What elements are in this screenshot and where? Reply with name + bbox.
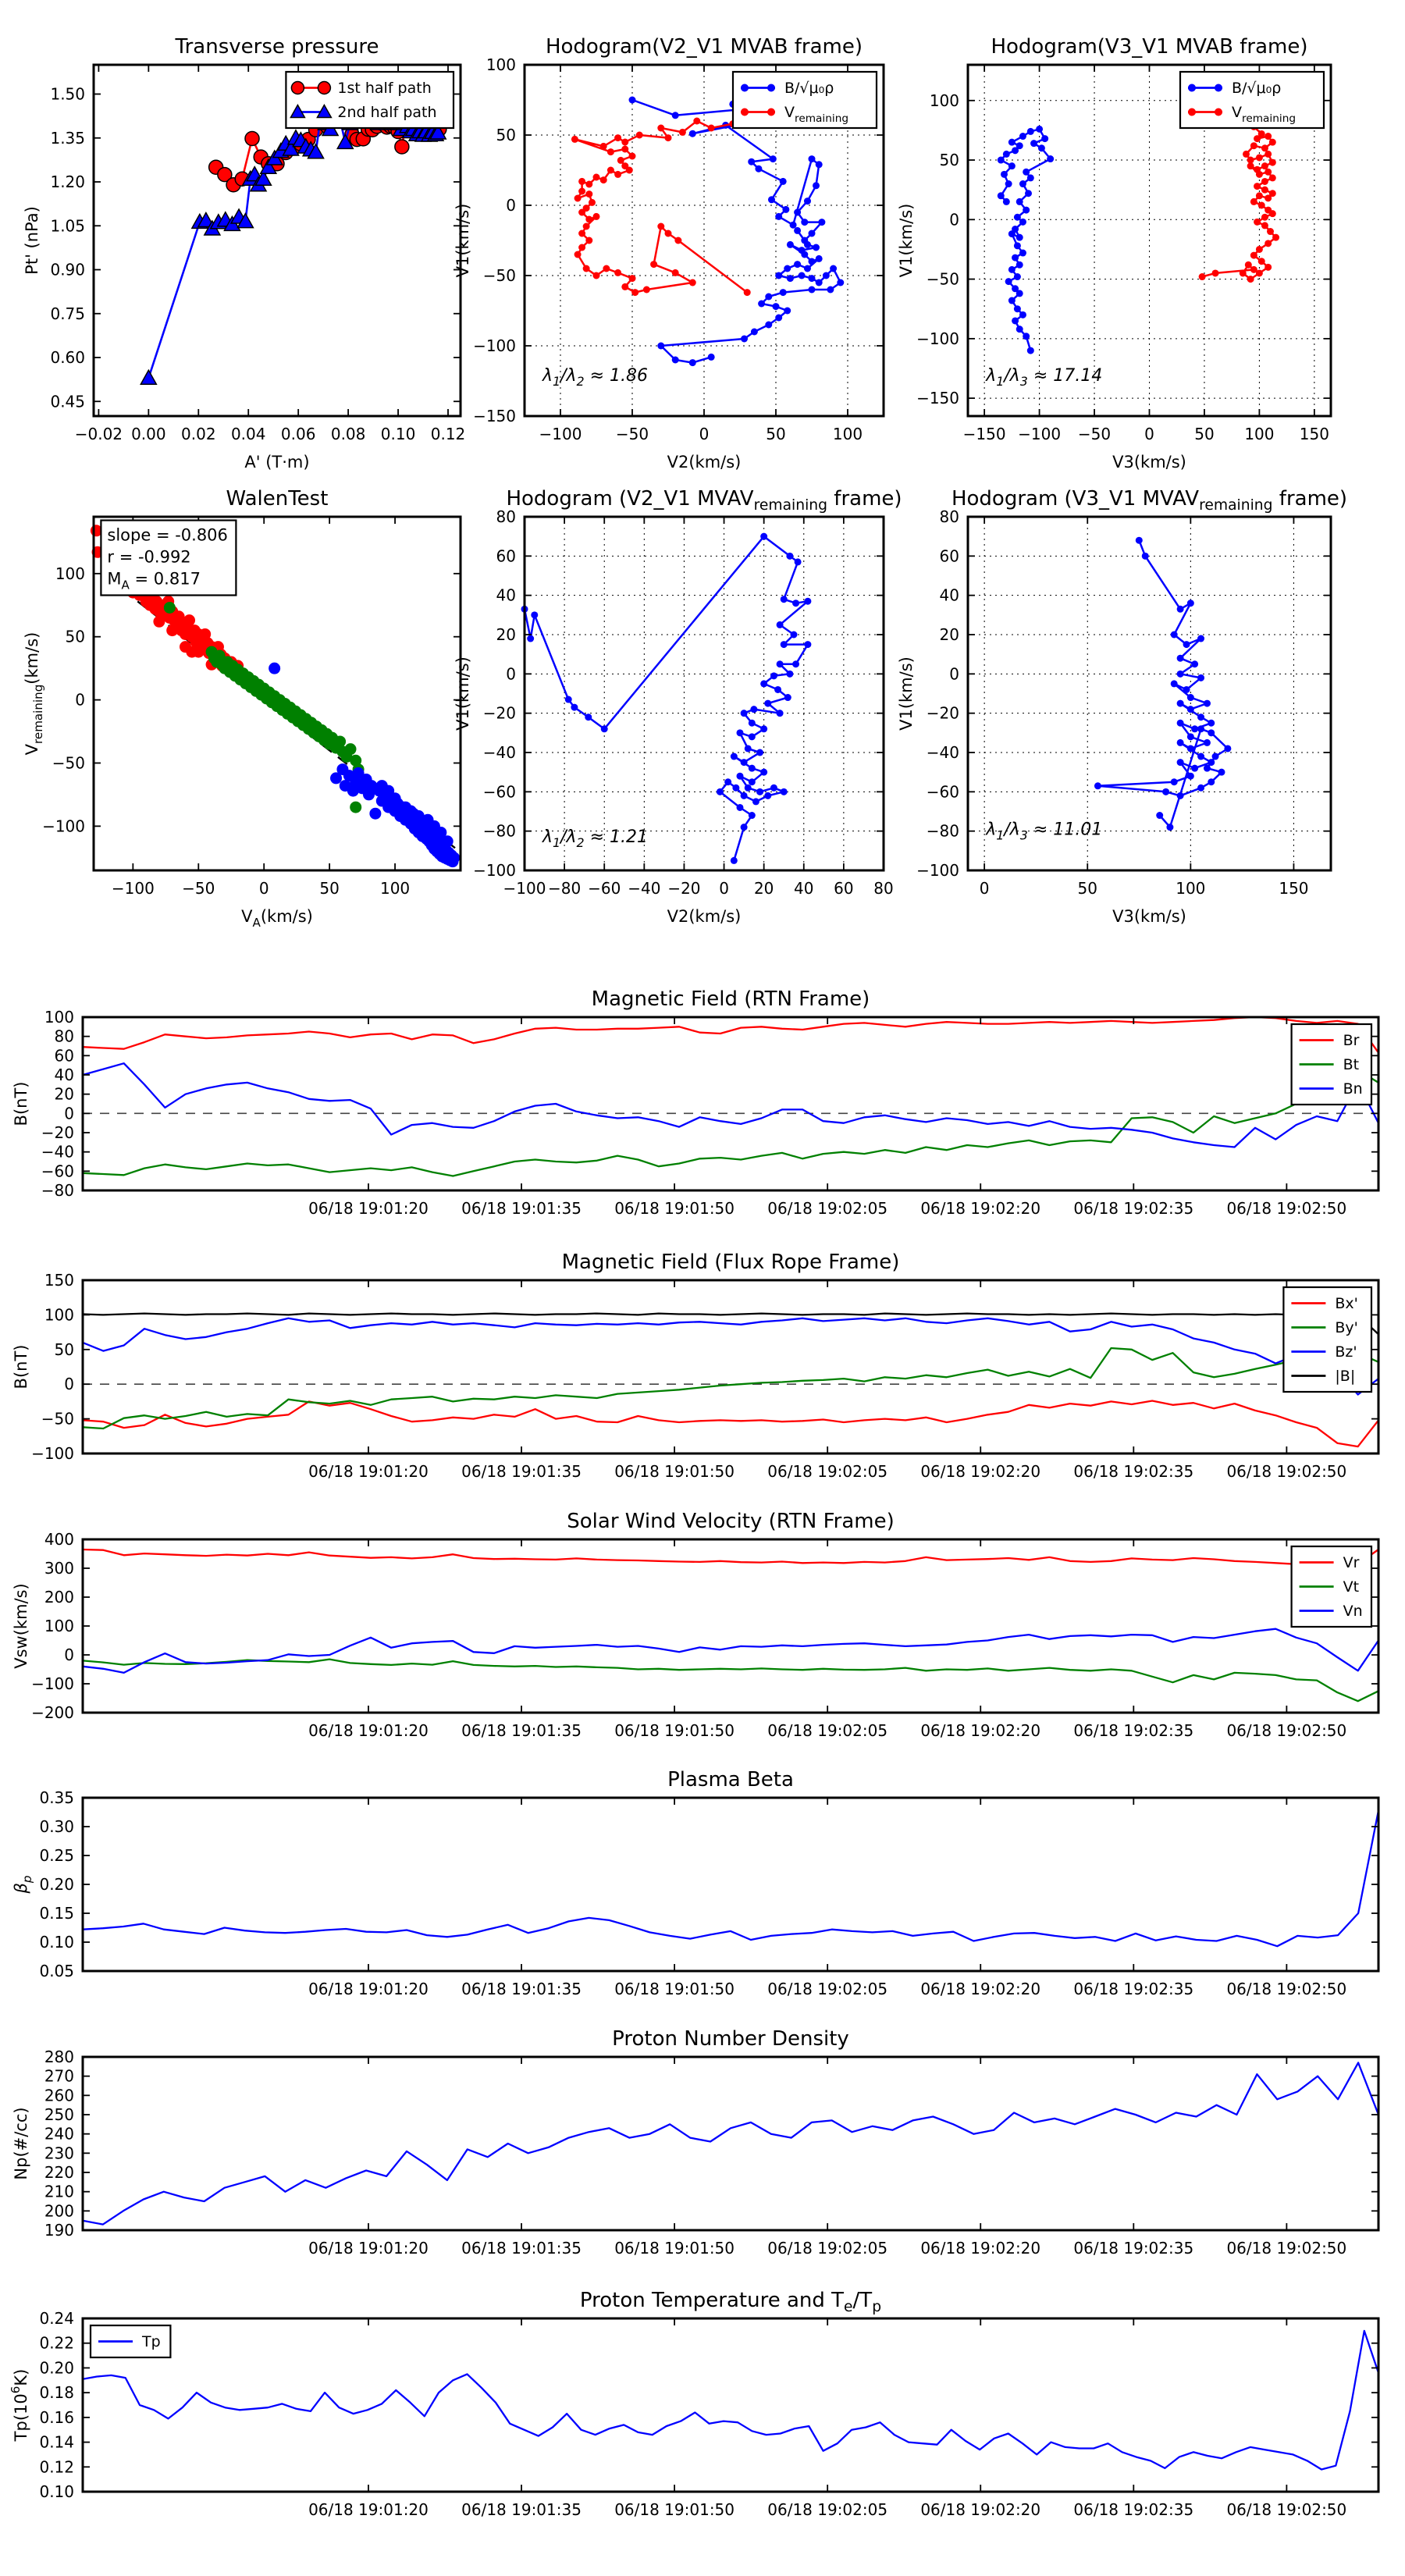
hodogram-v3v1-mvab-canvas [878, 26, 1389, 479]
svg-text:0.90: 0.90 [50, 260, 85, 279]
svg-text:−50: −50 [482, 266, 516, 285]
svg-text:0: 0 [719, 879, 729, 898]
svg-text:1.05: 1.05 [50, 216, 85, 236]
svg-text:06/18 19:01:20: 06/18 19:01:20 [308, 2239, 429, 2258]
svg-text:A' (T·m): A' (T·m) [244, 453, 310, 471]
svg-text:06/18 19:01:35: 06/18 19:01:35 [461, 2239, 582, 2258]
svg-text:Vremaining(km/s): $V_{remaining}(km/s)$ [23, 632, 45, 756]
plot-hodogram-v3v1-mvav [878, 478, 1389, 933]
svg-text:06/18 19:01:50: 06/18 19:01:50 [614, 1980, 735, 1998]
svg-text:V1(km/s): V1(km/s) [897, 656, 916, 731]
svg-text:−60: −60 [926, 782, 959, 802]
svg-text:60: 60 [939, 546, 959, 566]
svg-text:100: 100 [44, 1305, 74, 1325]
svg-text:0: 0 [75, 690, 85, 710]
svg-text:Vremaining: $V_{remaining}$ [784, 104, 849, 125]
svg-text:100: 100 [1244, 425, 1275, 443]
svg-text:100: 100 [55, 564, 85, 583]
svg-text:Tp(106K): $Tp(10^6K)$ [9, 2368, 30, 2442]
svg-text:100: 100 [1176, 879, 1206, 898]
svg-text:By': By' [1335, 1319, 1358, 1336]
svg-text:Vr: Vr [1343, 1554, 1360, 1571]
svg-text:Bx': Bx' [1335, 1295, 1358, 1312]
svg-text:|B|: |B| [1335, 1368, 1356, 1385]
svg-text:190: 190 [44, 2221, 74, 2240]
svg-text:−50: −50 [615, 425, 649, 443]
svg-text:20: 20 [54, 1084, 74, 1104]
svg-text:06/18 19:01:50: 06/18 19:01:50 [614, 2239, 735, 2258]
svg-text:06/18 19:01:20: 06/18 19:01:20 [308, 1462, 429, 1481]
svg-text:06/18 19:02:20: 06/18 19:02:20 [920, 1721, 1041, 1740]
svg-text:Bt: Bt [1343, 1056, 1360, 1073]
svg-text:0: 0 [506, 664, 516, 684]
svg-text:0.22: 0.22 [39, 2333, 74, 2353]
svg-text:0.20: 0.20 [39, 1875, 74, 1894]
svg-text:1.50: 1.50 [50, 84, 85, 104]
svg-text:λ1/λ2 ≈ 1.86: $\lambda_1/\lambda_2 \approx 1.86$ [542, 366, 649, 389]
svg-text:−60: −60 [588, 879, 621, 898]
svg-text:0: 0 [258, 879, 269, 898]
mag-rtn-canvas [0, 978, 1405, 1253]
svg-text:−80: −80 [926, 821, 959, 841]
svg-text:06/18 19:02:50: 06/18 19:02:50 [1226, 2239, 1347, 2258]
svg-text:0.04: 0.04 [230, 425, 266, 443]
svg-text:λ1/λ2 ≈ 1.21: $\lambda_1/\lambda_2 \approx 1.21$ [542, 827, 649, 850]
svg-text:0: 0 [949, 210, 959, 229]
svg-text:06/18 19:02:35: 06/18 19:02:35 [1073, 1980, 1194, 1998]
svg-text:240: 240 [44, 2124, 74, 2144]
svg-text:0.06: 0.06 [280, 425, 316, 443]
svg-text:−80: −80 [41, 1181, 74, 1200]
svg-text:−100: −100 [916, 329, 959, 348]
svg-text:1st half path: 1st half path [337, 80, 432, 97]
svg-text:06/18 19:02:20: 06/18 19:02:20 [920, 1199, 1041, 1218]
svg-text:−50: −50 [1077, 425, 1112, 443]
svg-text:−40: −40 [482, 743, 516, 762]
svg-text:Solar Wind Velocity (RTN Frame: Solar Wind Velocity (RTN Frame) [567, 1510, 895, 1533]
svg-text:0.14: 0.14 [39, 2432, 74, 2452]
svg-text:06/18 19:02:50: 06/18 19:02:50 [1226, 1462, 1347, 1481]
svg-text:−20: −20 [926, 703, 959, 723]
svg-text:0.10: 0.10 [39, 2482, 74, 2501]
svg-text:−100: −100 [111, 879, 155, 898]
svg-text:λ1/λ3 ≈ 11.01: $\lambda_1/\lambda_3 \approx 11.01$ [986, 820, 1103, 843]
svg-text:06/18 19:02:20: 06/18 19:02:20 [920, 1980, 1041, 1998]
plasma-beta-canvas [0, 1759, 1405, 2033]
svg-text:0.12: 0.12 [430, 425, 466, 443]
svg-text:150: 150 [44, 1271, 74, 1290]
proton-temperature-canvas [0, 2279, 1405, 2554]
svg-text:06/18 19:02:35: 06/18 19:02:35 [1073, 1199, 1194, 1218]
svg-text:Proton Number Density: Proton Number Density [612, 2027, 849, 2051]
svg-text:Br: Br [1343, 1032, 1360, 1049]
svg-text:−40: −40 [41, 1142, 74, 1162]
plot-proton-density [0, 2018, 1405, 2293]
svg-text:βp: $\beta_p$ [12, 1875, 34, 1894]
svg-text:300: 300 [44, 1559, 74, 1578]
plot-hodogram-v3v1-mvab [878, 26, 1389, 479]
svg-text:0: 0 [64, 1646, 74, 1664]
svg-text:λ1/λ3 ≈ 17.14: $\lambda_1/\lambda_3 \approx 17.14$ [986, 366, 1103, 389]
svg-text:0.15: 0.15 [39, 1904, 74, 1923]
svg-text:−200: −200 [31, 1703, 74, 1722]
plot-magnetic-field-rtn [0, 978, 1405, 1253]
plot-plasma-beta [0, 1759, 1405, 2033]
svg-text:06/18 19:02:20: 06/18 19:02:20 [920, 1462, 1041, 1481]
svg-text:r = -0.992: r = -0.992 [107, 547, 191, 567]
svg-text:50: 50 [766, 425, 786, 443]
svg-text:−50: −50 [182, 879, 215, 898]
svg-text:40: 40 [54, 1066, 74, 1084]
svg-text:−100: −100 [916, 861, 959, 880]
svg-text:0.08: 0.08 [330, 425, 366, 443]
plot-hodogram-v2v1-mvab [435, 26, 942, 479]
svg-text:−100: −100 [1018, 425, 1062, 443]
svg-text:150: 150 [1279, 879, 1309, 898]
svg-text:−100: −100 [31, 1674, 74, 1693]
svg-text:06/18 19:02:50: 06/18 19:02:50 [1226, 1721, 1347, 1740]
hodogram-v2v1-mvab-canvas [435, 26, 942, 479]
svg-text:50: 50 [496, 126, 516, 144]
svg-text:0.12: 0.12 [39, 2457, 74, 2477]
svg-text:280: 280 [44, 2048, 74, 2066]
svg-text:06/18 19:02:50: 06/18 19:02:50 [1226, 2500, 1347, 2519]
svg-text:0.10: 0.10 [380, 425, 416, 443]
svg-text:100: 100 [832, 425, 863, 443]
svg-text:−50: −50 [52, 753, 85, 773]
svg-text:06/18 19:01:35: 06/18 19:01:35 [461, 1462, 582, 1481]
svg-text:−150: −150 [916, 389, 959, 408]
svg-text:−100: −100 [503, 879, 546, 898]
svg-text:B(nT): B(nT) [12, 1081, 30, 1126]
svg-text:06/18 19:02:50: 06/18 19:02:50 [1226, 1980, 1347, 1998]
svg-text:06/18 19:02:05: 06/18 19:02:05 [767, 2500, 888, 2519]
svg-text:0.18: 0.18 [39, 2383, 74, 2403]
svg-text:50: 50 [1077, 879, 1097, 898]
svg-text:0.20: 0.20 [39, 2358, 74, 2378]
svg-text:06/18 19:01:50: 06/18 19:01:50 [614, 2500, 735, 2519]
svg-text:−0.02: −0.02 [74, 425, 123, 443]
svg-text:06/18 19:02:05: 06/18 19:02:05 [767, 2239, 888, 2258]
svg-text:100: 100 [929, 91, 959, 110]
svg-text:50: 50 [1194, 425, 1215, 443]
svg-text:0: 0 [64, 1104, 74, 1123]
svg-text:20: 20 [753, 879, 774, 898]
svg-text:06/18 19:01:35: 06/18 19:01:35 [461, 1980, 582, 1998]
svg-text:50: 50 [319, 879, 340, 898]
svg-text:B(nT): B(nT) [12, 1344, 30, 1389]
svg-text:Tp: Tp [142, 2333, 161, 2350]
svg-text:slope = -0.806: slope = -0.806 [107, 525, 228, 545]
svg-text:−20: −20 [482, 703, 516, 723]
svg-text:Proton Temperature and Te/Tp: Proton Temperature and $T_e/T_p$ [579, 2289, 882, 2315]
svg-text:06/18 19:01:20: 06/18 19:01:20 [308, 2500, 429, 2519]
svg-text:06/18 19:02:20: 06/18 19:02:20 [920, 2500, 1041, 2519]
svg-text:0: 0 [64, 1375, 74, 1394]
svg-text:−80: −80 [548, 879, 582, 898]
svg-text:20: 20 [939, 625, 959, 644]
svg-text:Hodogram(V2_V1 MVAB frame): Hodogram(V2_V1 MVAB frame) [545, 35, 863, 59]
solar-wind-velocity-canvas [0, 1500, 1405, 1775]
svg-text:V1(km/s): V1(km/s) [454, 203, 472, 278]
svg-text:Hodogram(V3_V1 MVAB frame): Hodogram(V3_V1 MVAB frame) [991, 35, 1308, 59]
svg-text:06/18 19:02:20: 06/18 19:02:20 [920, 2239, 1041, 2258]
svg-text:Pt' (nPa): Pt' (nPa) [23, 206, 41, 275]
svg-text:50: 50 [939, 151, 959, 170]
svg-text:0.02: 0.02 [181, 425, 216, 443]
svg-text:06/18 19:02:50: 06/18 19:02:50 [1226, 1199, 1347, 1218]
svg-text:50: 50 [54, 1340, 74, 1359]
svg-text:Plasma Beta: Plasma Beta [667, 1768, 794, 1791]
svg-text:100: 100 [486, 55, 516, 74]
svg-text:06/18 19:01:20: 06/18 19:01:20 [308, 1199, 429, 1218]
svg-text:06/18 19:01:35: 06/18 19:01:35 [461, 1199, 582, 1218]
svg-text:−40: −40 [926, 743, 959, 762]
svg-text:200: 200 [44, 2201, 74, 2221]
svg-text:210: 210 [44, 2182, 74, 2201]
svg-text:80: 80 [496, 507, 516, 526]
svg-text:06/18 19:01:35: 06/18 19:01:35 [461, 1721, 582, 1740]
svg-text:−20: −20 [667, 879, 701, 898]
svg-text:−60: −60 [482, 782, 516, 802]
plot-hodogram-v2v1-mvav [435, 478, 942, 933]
svg-text:60: 60 [54, 1046, 74, 1066]
svg-text:VA(km/s): $V_A(km/s)$ [241, 907, 313, 930]
svg-text:−50: −50 [41, 1409, 74, 1429]
svg-text:Vn: Vn [1343, 1603, 1363, 1620]
svg-text:V3(km/s): V3(km/s) [1112, 453, 1186, 471]
svg-text:200: 200 [44, 1588, 74, 1606]
svg-text:06/18 19:02:35: 06/18 19:02:35 [1073, 1721, 1194, 1740]
svg-text:0.00: 0.00 [131, 425, 166, 443]
svg-text:Vremaining: $V_{remaining}$ [1232, 104, 1297, 125]
proton-density-canvas [0, 2018, 1405, 2293]
svg-text:0.24: 0.24 [39, 2309, 74, 2328]
svg-text:220: 220 [44, 2163, 74, 2182]
svg-text:260: 260 [44, 2086, 74, 2105]
svg-text:Vt: Vt [1343, 1578, 1360, 1596]
svg-text:−150: −150 [962, 425, 1006, 443]
svg-text:150: 150 [1299, 425, 1329, 443]
svg-text:20: 20 [496, 625, 516, 644]
svg-text:0: 0 [979, 879, 990, 898]
svg-text:B/√μ₀ρ: B/√μ₀ρ [1232, 80, 1282, 97]
svg-text:Np(#/cc): Np(#/cc) [12, 2107, 30, 2180]
svg-text:Hodogram (V3_V1 MVAVremaining: Hodogram (V3_V1 $MVAV_{remaining}$ frame) [951, 487, 1348, 514]
svg-text:06/18 19:01:50: 06/18 19:01:50 [614, 1721, 735, 1740]
svg-text:−80: −80 [482, 821, 516, 841]
svg-text:Magnetic Field (Flux Rope Fram: Magnetic Field (Flux Rope Frame) [561, 1251, 900, 1274]
svg-text:−100: −100 [539, 425, 582, 443]
svg-text:06/18 19:01:50: 06/18 19:01:50 [614, 1199, 735, 1218]
mag-flux-rope-canvas [0, 1241, 1405, 1516]
svg-text:Hodogram (V2_V1 MVAVremaining: Hodogram (V2_V1 $MVAV_{remaining}$ frame) [506, 487, 902, 514]
svg-text:06/18 19:02:35: 06/18 19:02:35 [1073, 1462, 1194, 1481]
svg-text:0.60: 0.60 [50, 348, 85, 367]
svg-text:100: 100 [44, 1617, 74, 1635]
svg-text:−100: −100 [473, 861, 516, 880]
svg-text:0.35: 0.35 [39, 1788, 74, 1807]
svg-text:0: 0 [949, 664, 959, 684]
svg-text:80: 80 [939, 507, 959, 526]
svg-text:−20: −20 [41, 1123, 74, 1142]
svg-text:0.30: 0.30 [39, 1817, 74, 1836]
svg-text:Magnetic Field (RTN Frame): Magnetic Field (RTN Frame) [591, 987, 870, 1011]
svg-text:100: 100 [44, 1008, 74, 1026]
svg-text:Bn: Bn [1343, 1080, 1363, 1098]
svg-text:1.20: 1.20 [50, 173, 85, 191]
svg-text:250: 250 [44, 2105, 74, 2124]
svg-text:230: 230 [44, 2144, 74, 2163]
svg-text:06/18 19:01:20: 06/18 19:01:20 [308, 1721, 429, 1740]
svg-text:0.05: 0.05 [39, 1962, 74, 1980]
svg-text:Vsw(km/s): Vsw(km/s) [12, 1583, 30, 1669]
svg-text:400: 400 [44, 1530, 74, 1549]
svg-text:06/18 19:01:20: 06/18 19:01:20 [308, 1980, 429, 1998]
svg-text:06/18 19:02:05: 06/18 19:02:05 [767, 1462, 888, 1481]
svg-text:V1(km/s): V1(km/s) [897, 203, 916, 278]
svg-text:80: 80 [54, 1026, 74, 1046]
svg-text:80: 80 [873, 879, 894, 898]
svg-text:V1(km/s): V1(km/s) [454, 656, 472, 731]
svg-text:−50: −50 [926, 269, 959, 289]
svg-text:−100: −100 [31, 1444, 74, 1463]
svg-text:60: 60 [834, 879, 854, 898]
svg-text:Transverse pressure: Transverse pressure [175, 35, 379, 59]
plot-magnetic-field-flux-rope [0, 1241, 1405, 1516]
hodogram-v2v1-mvav-canvas [435, 478, 942, 933]
svg-text:−60: −60 [41, 1162, 74, 1181]
svg-text:06/18 19:01:35: 06/18 19:01:35 [461, 2500, 582, 2519]
svg-text:06/18 19:02:35: 06/18 19:02:35 [1073, 2239, 1194, 2258]
svg-text:WalenTest: WalenTest [226, 487, 329, 511]
svg-text:−100: −100 [473, 336, 516, 355]
svg-text:V2(km/s): V2(km/s) [667, 453, 742, 471]
svg-text:−100: −100 [42, 817, 85, 836]
svg-text:0.45: 0.45 [50, 392, 85, 411]
svg-text:60: 60 [496, 546, 516, 566]
svg-text:06/18 19:02:05: 06/18 19:02:05 [767, 1199, 888, 1218]
svg-text:−40: −40 [628, 879, 661, 898]
plot-proton-temperature [0, 2279, 1405, 2554]
svg-text:100: 100 [379, 879, 411, 898]
svg-text:0.10: 0.10 [39, 1933, 74, 1952]
svg-text:40: 40 [496, 585, 516, 605]
svg-text:V2(km/s): V2(km/s) [667, 907, 742, 926]
hodogram-v3v1-mvav-canvas [878, 478, 1389, 933]
svg-text:1.35: 1.35 [50, 128, 85, 148]
svg-text:0.25: 0.25 [39, 1846, 74, 1865]
svg-text:0: 0 [699, 425, 710, 443]
svg-text:2nd half path: 2nd half path [337, 104, 437, 121]
svg-text:MA = 0.817: $M_A = 0.817$ [107, 569, 201, 592]
svg-text:0.16: 0.16 [39, 2407, 74, 2427]
plot-solar-wind-velocity [0, 1500, 1405, 1775]
svg-text:06/18 19:02:05: 06/18 19:02:05 [767, 1721, 888, 1740]
svg-text:06/18 19:02:05: 06/18 19:02:05 [767, 1980, 888, 1998]
svg-text:B/√μ₀ρ: B/√μ₀ρ [784, 80, 834, 97]
svg-text:50: 50 [65, 627, 85, 646]
svg-text:0: 0 [1144, 425, 1154, 443]
svg-text:270: 270 [44, 2066, 74, 2086]
svg-text:−150: −150 [473, 407, 516, 425]
svg-text:0.75: 0.75 [50, 304, 85, 323]
svg-text:V3(km/s): V3(km/s) [1112, 907, 1186, 926]
svg-text:40: 40 [794, 879, 814, 898]
svg-text:06/18 19:02:35: 06/18 19:02:35 [1073, 2500, 1194, 2519]
svg-text:06/18 19:01:50: 06/18 19:01:50 [614, 1462, 735, 1481]
svg-text:40: 40 [939, 585, 959, 605]
svg-text:0: 0 [506, 196, 516, 215]
svg-text:Bz': Bz' [1335, 1343, 1357, 1361]
